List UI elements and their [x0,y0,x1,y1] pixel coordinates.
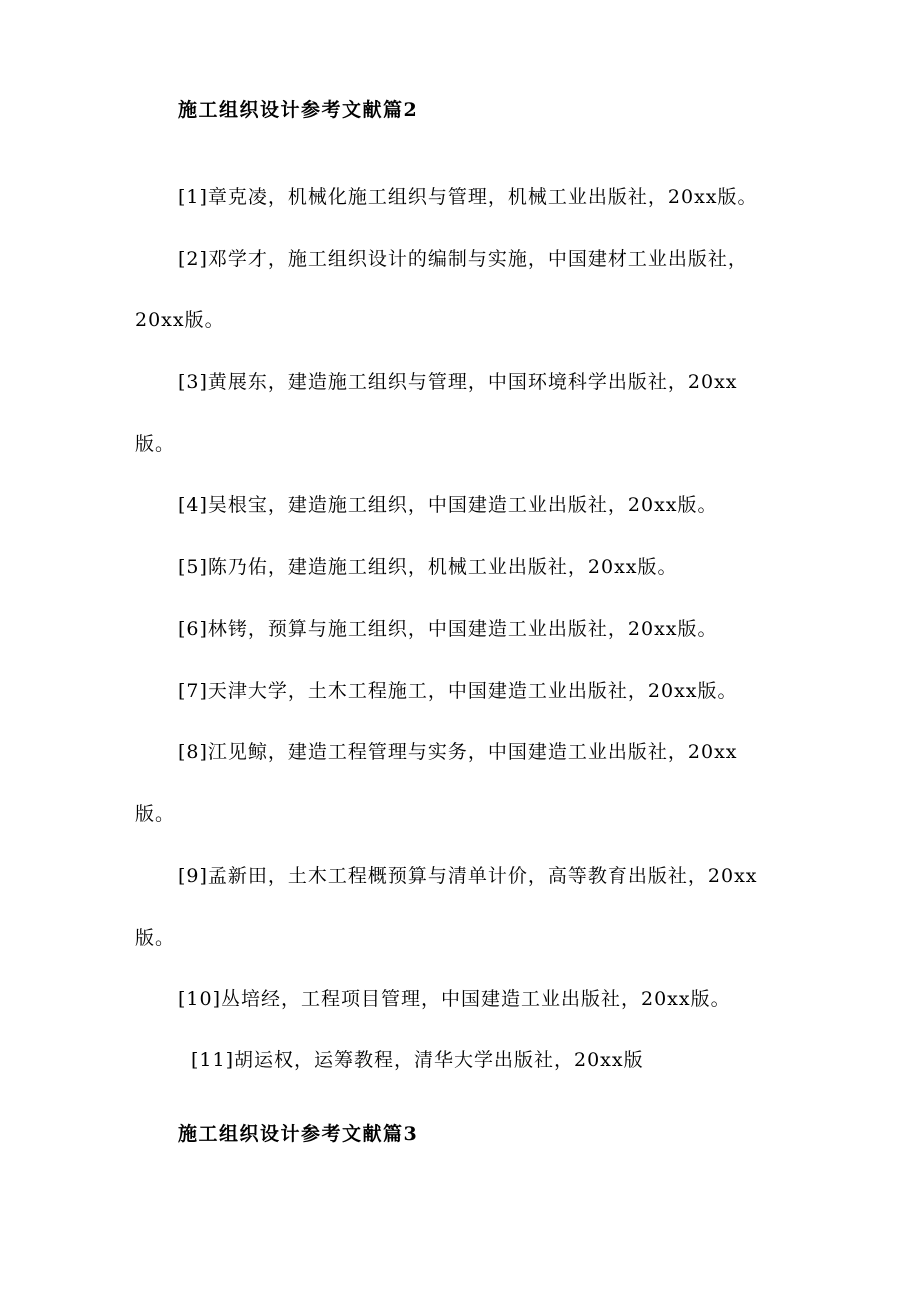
section-2-heading: 施工组织设计参考文献篇2 [178,99,419,121]
reference-8-line-1: [8]江见鲸，建造工程管理与实务，中国建造工业出版社，20xx [178,741,738,763]
reference-4: [4]吴根宝，建造施工组织，中国建造工业出版社，20xx版。 [178,494,718,516]
reference-11: [11]胡运权，运筹教程，清华大学出版社，20xx版 [191,1049,644,1071]
reference-3-line-1: [3]黄展东，建造施工组织与管理，中国环境科学出版社，20xx [178,371,738,393]
section-3-heading: 施工组织设计参考文献篇3 [178,1123,419,1145]
reference-3-line-2: 版。 [135,433,176,455]
reference-2-line-2: 20xx版。 [135,309,225,331]
reference-2-line-1: [2]邓学才，施工组织设计的编制与实施，中国建材工业出版社， [178,248,748,270]
reference-9-line-1: [9]孟新田，土木工程概预算与清单计价，高等教育出版社，20xx [178,865,758,887]
reference-8-line-2: 版。 [135,803,176,825]
reference-6: [6]林铐，预算与施工组织，中国建造工业出版社，20xx版。 [178,618,718,640]
reference-5: [5]陈乃佑，建造施工组织，机械工业出版社，20xx版。 [178,556,678,578]
reference-7: [7]天津大学，土木工程施工，中国建造工业出版社，20xx版。 [178,680,738,702]
reference-1: [1]章克凌，机械化施工组织与管理，机械工业出版社，20xx版。 [178,186,758,208]
reference-9-line-2: 版。 [135,927,176,949]
reference-10: [10]丛培经，工程项目管理，中国建造工业出版社，20xx版。 [178,988,731,1010]
